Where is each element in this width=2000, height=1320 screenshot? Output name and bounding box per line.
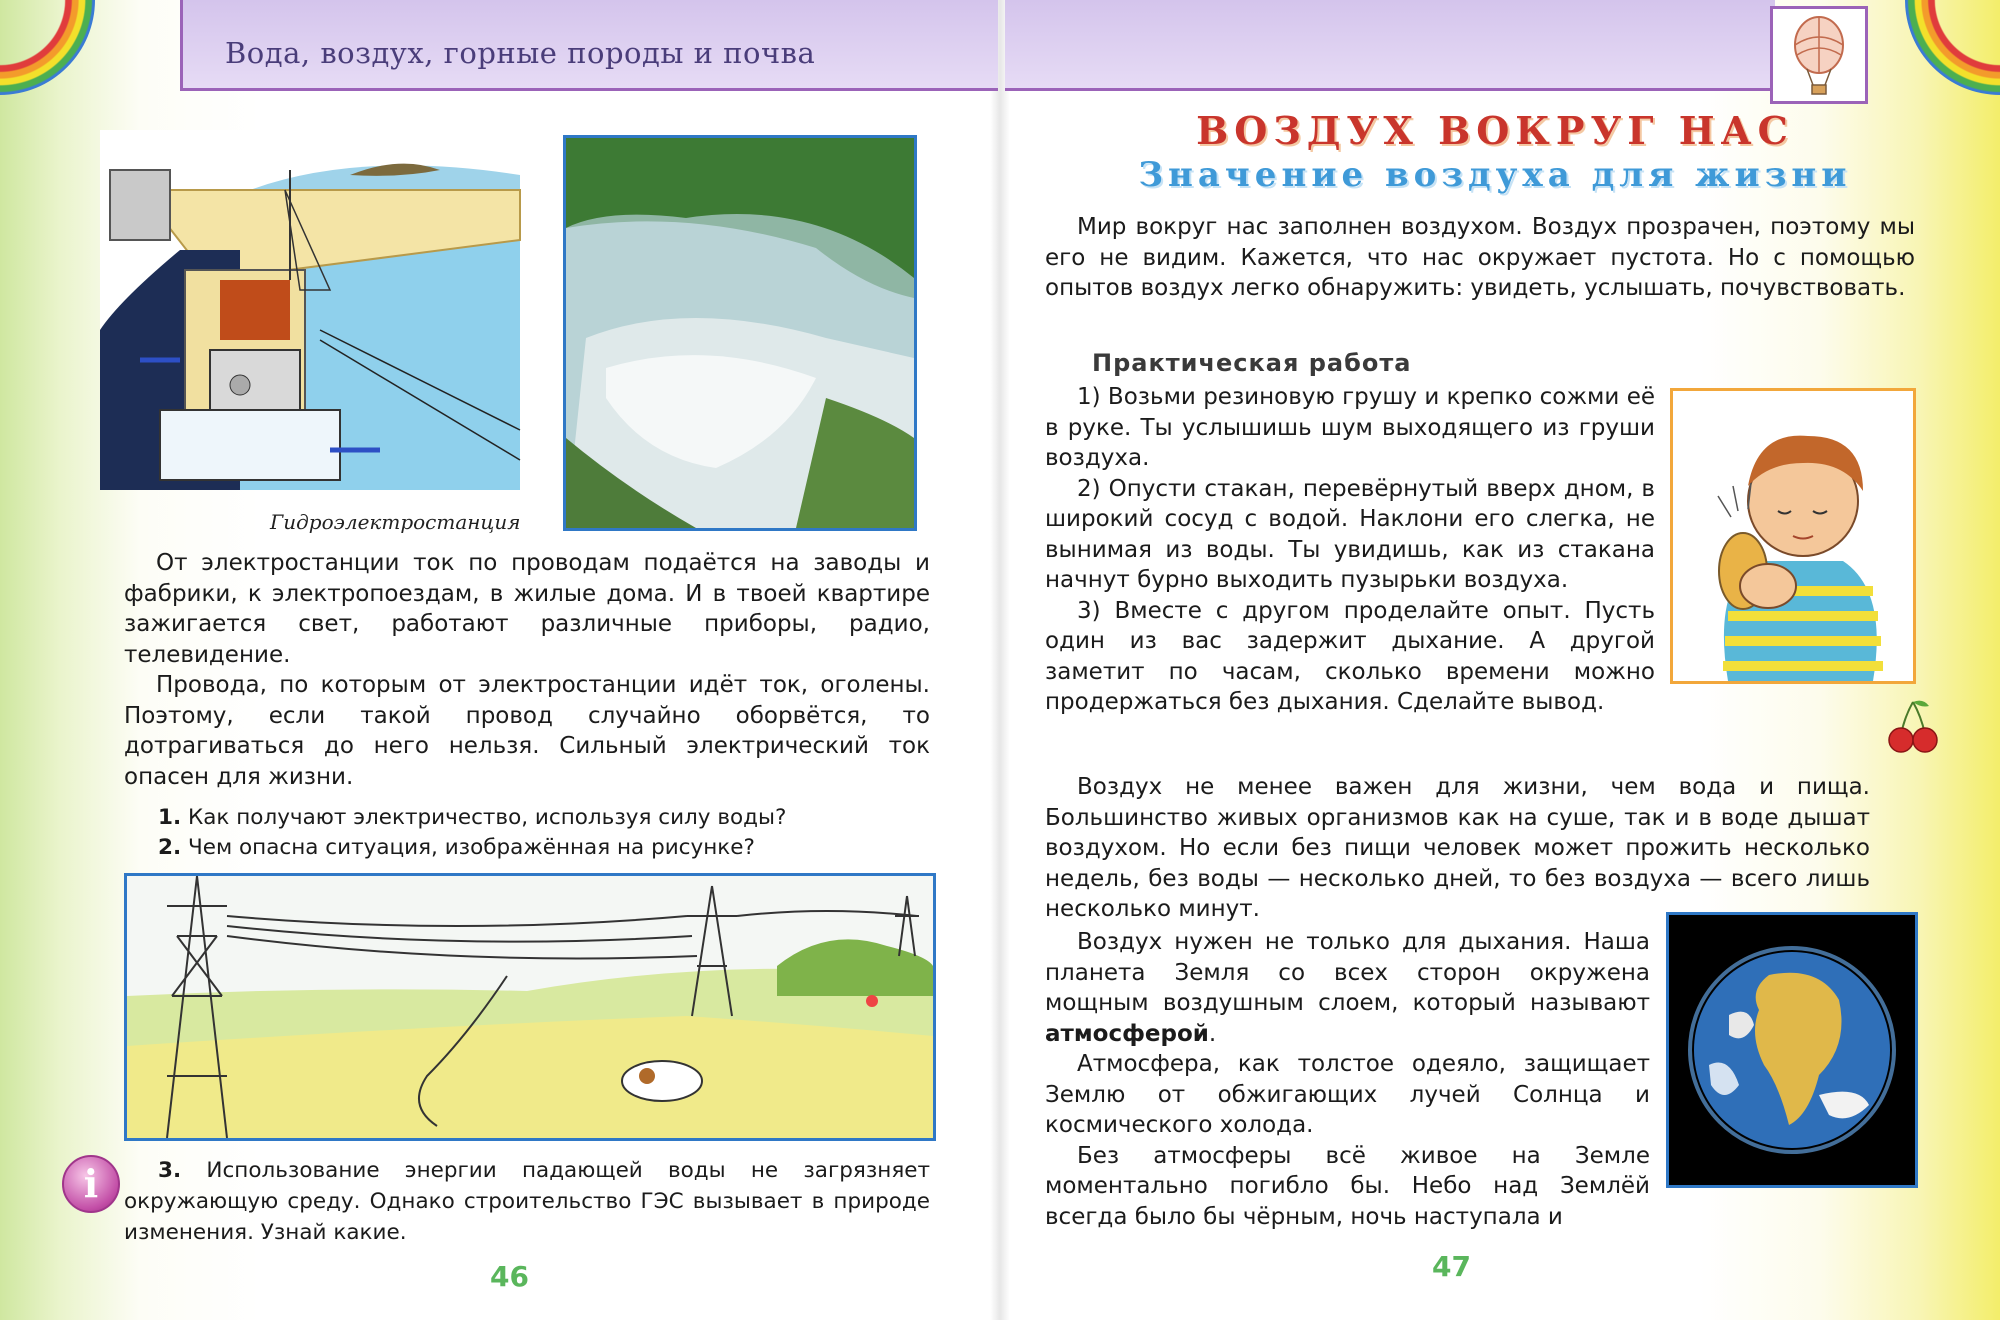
balloon-icon bbox=[1770, 6, 1868, 104]
power-line-illustration bbox=[124, 873, 936, 1141]
figure-caption: Гидроэлектростанция bbox=[270, 510, 521, 534]
paragraph-without-atmosphere: Без атмосферы всё живое на Земле моментально погибло бы. Небо над Землёй всегда было бы чёрным, ночь наступала и bbox=[1045, 1142, 1650, 1230]
paragraph-electricity: От электростанции ток по проводам подаётся на заводы и фабрики, к электропоездам, в жилые дома. И в твоей квартире зажигается свет, работают различные приборы, радио, телевидение. bbox=[124, 550, 930, 668]
paragraph-wires: Провода, по которым от электростанции идёт ток, оголены. Поэтому, если такой провод случайно оборвётся, то дотрагиваться до него нельзя. Сильный электрический ток опасен для жизни. bbox=[124, 672, 930, 790]
practical-steps bbox=[1045, 382, 1655, 718]
atmosphere-text bbox=[1045, 927, 1650, 1232]
boy-with-bulb-illustration bbox=[1670, 388, 1916, 684]
left-body-text bbox=[124, 548, 930, 792]
question-3: 3. Использование энергии падающей воды не загрязняет окружающую среду. Однако строительство ГЭС вызывает в природе изменения. Узнай какие. bbox=[124, 1158, 931, 1245]
page-subtitle: Значение воздуха для жизни bbox=[1138, 155, 1852, 195]
page-number-right: 47 bbox=[1432, 1250, 1471, 1283]
chapter-title: Вода, воздух, горные породы и почва bbox=[225, 36, 816, 70]
question-list bbox=[158, 803, 938, 863]
page-title: ВОЗДУХ ВОКРУГ НАС bbox=[1196, 108, 1794, 153]
question-item: 1. Как получают электричество, используя силу воды? bbox=[158, 805, 787, 830]
paragraph-air: Воздух не менее важен для жизни, чем вода и пища. Большинство живых организмов как на суше, так и в воде дышат воздухом. Но если без пищи человек может прожить несколько недель, без воды — несколько дней, то без воздуха — всего лишь несколько минут. bbox=[1045, 774, 1870, 922]
cherry-icon bbox=[1885, 696, 1941, 756]
paragraph-blanket: Атмосфера, как толстое одеяло, защищает Землю от обжигающих лучей Солнца и космического холода. bbox=[1045, 1051, 1650, 1138]
book-spine bbox=[990, 0, 1010, 1320]
step-2: 2) Опусти стакан, перевёрнутый вверх дном, в широкий сосуд с водой. Наклони его слегка, не вынимая из воды. Ты увидишь, как из стакана начнут бурно выходить пузырьки воздуха. bbox=[1045, 475, 1655, 593]
question-item: 2. Чем опасна ситуация, изображённая на рисунке? bbox=[158, 835, 755, 860]
info-icon: i bbox=[62, 1155, 120, 1213]
page-number-left: 46 bbox=[490, 1260, 529, 1293]
air-importance-text bbox=[1045, 772, 1870, 925]
earth-photo bbox=[1666, 912, 1918, 1188]
header-band-right bbox=[1005, 0, 1775, 91]
intro-text bbox=[1045, 212, 1915, 304]
paragraph-atmosphere: Воздух нужен не только для дыхания. Наша планета Земля со всех сторон окружена мощным воздушным слоем, который называют атмосферой. bbox=[1045, 929, 1650, 1047]
dam-photo bbox=[563, 135, 917, 531]
hydro-station-diagram bbox=[100, 130, 530, 490]
step-3: 3) Вместе с другом проделайте опыт. Пусть один из вас задержит дыхание. А другой заметит по часам, сколько времени можно продержаться без дыхания. Сделайте вывод. bbox=[1045, 597, 1655, 715]
paragraph-intro: Мир вокруг нас заполнен воздухом. Воздух прозрачен, поэтому мы его не видим. Кажется, что нас окружает пустота. Но с помощью опытов воздух легко обнаружить: увидеть, услышать, почувствовать. bbox=[1045, 214, 1915, 301]
step-1: 1) Возьми резиновую грушу и крепко сожми её в руке. Ты услышишь шум выходящего из груши воздуха. bbox=[1045, 384, 1655, 471]
atmosphere-term: атмосферой bbox=[1045, 1020, 1209, 1047]
practical-work-heading: Практическая работа bbox=[1092, 349, 1412, 377]
